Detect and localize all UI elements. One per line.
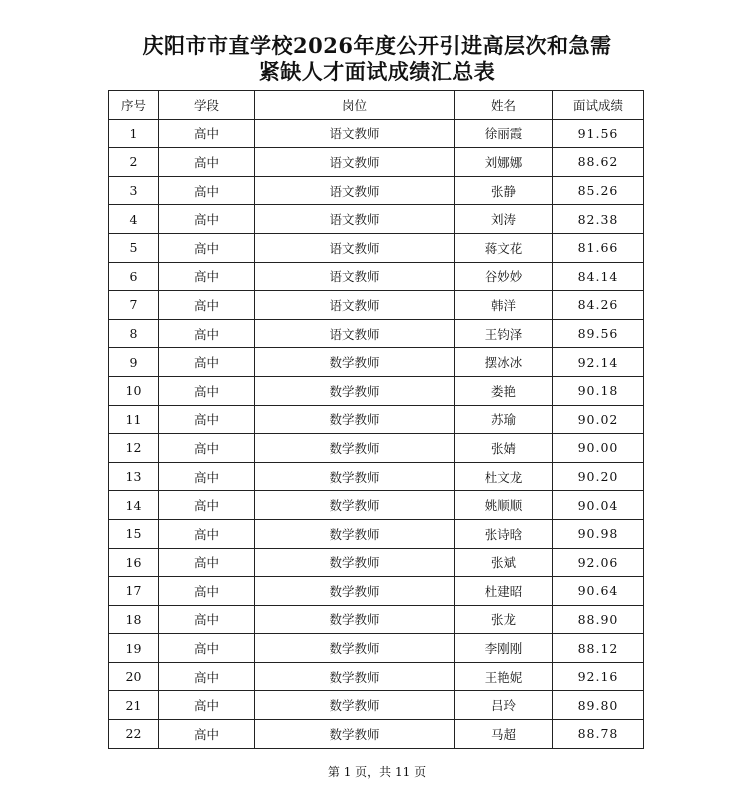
table-row [109, 434, 644, 463]
cell-position: 数学教师 [255, 491, 455, 520]
header-index: 序号 [109, 91, 159, 120]
cell-index: 9 [109, 348, 159, 377]
cell-position: 数学教师 [255, 434, 455, 463]
cell-stage: 高中 [159, 176, 255, 205]
cell-stage: 高中 [159, 376, 255, 405]
cell-score: 90.02 [553, 405, 644, 434]
cell-score: 82.38 [553, 205, 644, 234]
cell-position: 语文教师 [255, 119, 455, 148]
cell-position: 数学教师 [255, 605, 455, 634]
cell-index: 2 [109, 148, 159, 177]
table-row [109, 119, 644, 148]
table-row [109, 205, 644, 234]
cell-position: 数学教师 [255, 548, 455, 577]
score-table [108, 90, 644, 749]
cell-index: 17 [109, 577, 159, 606]
cell-score: 84.26 [553, 291, 644, 320]
cell-stage: 高中 [159, 462, 255, 491]
cell-score: 90.64 [553, 577, 644, 606]
cell-position: 数学教师 [255, 462, 455, 491]
cell-position: 数学教师 [255, 634, 455, 663]
page-indicator: 第 1 页，共 11 页 [327, 765, 427, 779]
cell-position: 语文教师 [255, 319, 455, 348]
cell-index: 15 [109, 519, 159, 548]
cell-name: 李刚刚 [455, 634, 553, 663]
cell-position: 语文教师 [255, 262, 455, 291]
cell-name: 马超 [455, 720, 553, 749]
cell-index: 4 [109, 205, 159, 234]
cell-stage: 高中 [159, 291, 255, 320]
cell-position: 数学教师 [255, 720, 455, 749]
cell-index: 22 [109, 720, 159, 749]
cell-stage: 高中 [159, 519, 255, 548]
cell-score: 90.20 [553, 462, 644, 491]
cell-name: 王钧泽 [455, 319, 553, 348]
cell-stage: 高中 [159, 634, 255, 663]
cell-name: 谷妙妙 [455, 262, 553, 291]
cell-index: 13 [109, 462, 159, 491]
cell-index: 6 [109, 262, 159, 291]
cell-stage: 高中 [159, 233, 255, 262]
cell-score: 88.62 [553, 148, 644, 177]
cell-score: 90.18 [553, 376, 644, 405]
cell-score: 90.04 [553, 491, 644, 520]
cell-index: 10 [109, 376, 159, 405]
table-row [109, 376, 644, 405]
cell-index: 20 [109, 662, 159, 691]
cell-name: 张静 [455, 176, 553, 205]
table-header-row [109, 91, 644, 120]
cell-name: 王艳妮 [455, 662, 553, 691]
table-row [109, 577, 644, 606]
cell-name: 娄艳 [455, 376, 553, 405]
cell-stage: 高中 [159, 119, 255, 148]
cell-index: 5 [109, 233, 159, 262]
cell-score: 89.80 [553, 691, 644, 720]
table-body [109, 119, 644, 748]
cell-stage: 高中 [159, 491, 255, 520]
cell-index: 21 [109, 691, 159, 720]
cell-name: 刘涛 [455, 205, 553, 234]
cell-index: 18 [109, 605, 159, 634]
cell-position: 语文教师 [255, 233, 455, 262]
cell-stage: 高中 [159, 348, 255, 377]
cell-index: 11 [109, 405, 159, 434]
table-row [109, 605, 644, 634]
cell-name: 张斌 [455, 548, 553, 577]
cell-position: 语文教师 [255, 291, 455, 320]
cell-name: 姚顺顺 [455, 491, 553, 520]
cell-index: 8 [109, 319, 159, 348]
table-row [109, 691, 644, 720]
cell-name: 刘娜娜 [455, 148, 553, 177]
cell-stage: 高中 [159, 405, 255, 434]
header-stage: 学段 [159, 91, 255, 120]
cell-score: 92.14 [553, 348, 644, 377]
cell-name: 苏瑜 [455, 405, 553, 434]
table-row [109, 720, 644, 749]
cell-index: 7 [109, 291, 159, 320]
header-position: 岗位 [255, 91, 455, 120]
cell-score: 90.00 [553, 434, 644, 463]
cell-stage: 高中 [159, 720, 255, 749]
cell-stage: 高中 [159, 691, 255, 720]
header-score: 面试成绩 [553, 91, 644, 120]
cell-stage: 高中 [159, 605, 255, 634]
cell-score: 91.56 [553, 119, 644, 148]
cell-stage: 高中 [159, 319, 255, 348]
cell-score: 90.98 [553, 519, 644, 548]
cell-name: 张婧 [455, 434, 553, 463]
cell-score: 81.66 [553, 233, 644, 262]
table-row [109, 491, 644, 520]
cell-score: 89.56 [553, 319, 644, 348]
cell-stage: 高中 [159, 577, 255, 606]
document-title-line-2: 紧缺人才面试成绩汇总表 [258, 59, 496, 84]
cell-index: 12 [109, 434, 159, 463]
cell-name: 徐丽霞 [455, 119, 553, 148]
cell-stage: 高中 [159, 262, 255, 291]
cell-position: 数学教师 [255, 662, 455, 691]
cell-score: 88.90 [553, 605, 644, 634]
cell-stage: 高中 [159, 434, 255, 463]
cell-position: 语文教师 [255, 205, 455, 234]
cell-name: 吕玲 [455, 691, 553, 720]
cell-position: 数学教师 [255, 405, 455, 434]
cell-name: 杜建昭 [455, 577, 553, 606]
cell-position: 数学教师 [255, 376, 455, 405]
table-row [109, 319, 644, 348]
cell-index: 16 [109, 548, 159, 577]
cell-score: 92.06 [553, 548, 644, 577]
table-row [109, 233, 644, 262]
cell-name: 韩洋 [455, 291, 553, 320]
cell-position: 数学教师 [255, 348, 455, 377]
cell-name: 摆冰冰 [455, 348, 553, 377]
cell-name: 张诗晗 [455, 519, 553, 548]
cell-index: 14 [109, 491, 159, 520]
cell-score: 88.12 [553, 634, 644, 663]
table-row [109, 405, 644, 434]
cell-position: 数学教师 [255, 577, 455, 606]
table-row [109, 291, 644, 320]
cell-stage: 高中 [159, 662, 255, 691]
cell-position: 语文教师 [255, 148, 455, 177]
cell-position: 数学教师 [255, 691, 455, 720]
cell-stage: 高中 [159, 148, 255, 177]
cell-stage: 高中 [159, 205, 255, 234]
table-row [109, 148, 644, 177]
table-row [109, 176, 644, 205]
table-row [109, 462, 644, 491]
cell-name: 张龙 [455, 605, 553, 634]
cell-position: 语文教师 [255, 176, 455, 205]
cell-position: 数学教师 [255, 519, 455, 548]
cell-score: 88.78 [553, 720, 644, 749]
table-row [109, 262, 644, 291]
cell-score: 85.26 [553, 176, 644, 205]
cell-score: 84.14 [553, 262, 644, 291]
header-name: 姓名 [455, 91, 553, 120]
table-row [109, 519, 644, 548]
cell-name: 蒋文花 [455, 233, 553, 262]
table-row [109, 348, 644, 377]
cell-index: 19 [109, 634, 159, 663]
table-row [109, 662, 644, 691]
cell-index: 3 [109, 176, 159, 205]
cell-name: 杜文龙 [455, 462, 553, 491]
cell-stage: 高中 [159, 548, 255, 577]
cell-index: 1 [109, 119, 159, 148]
document-title-line-1: 庆阳市市直学校2026年度公开引进高层次和急需 [142, 33, 612, 58]
table-row [109, 634, 644, 663]
cell-score: 92.16 [553, 662, 644, 691]
table-row [109, 548, 644, 577]
